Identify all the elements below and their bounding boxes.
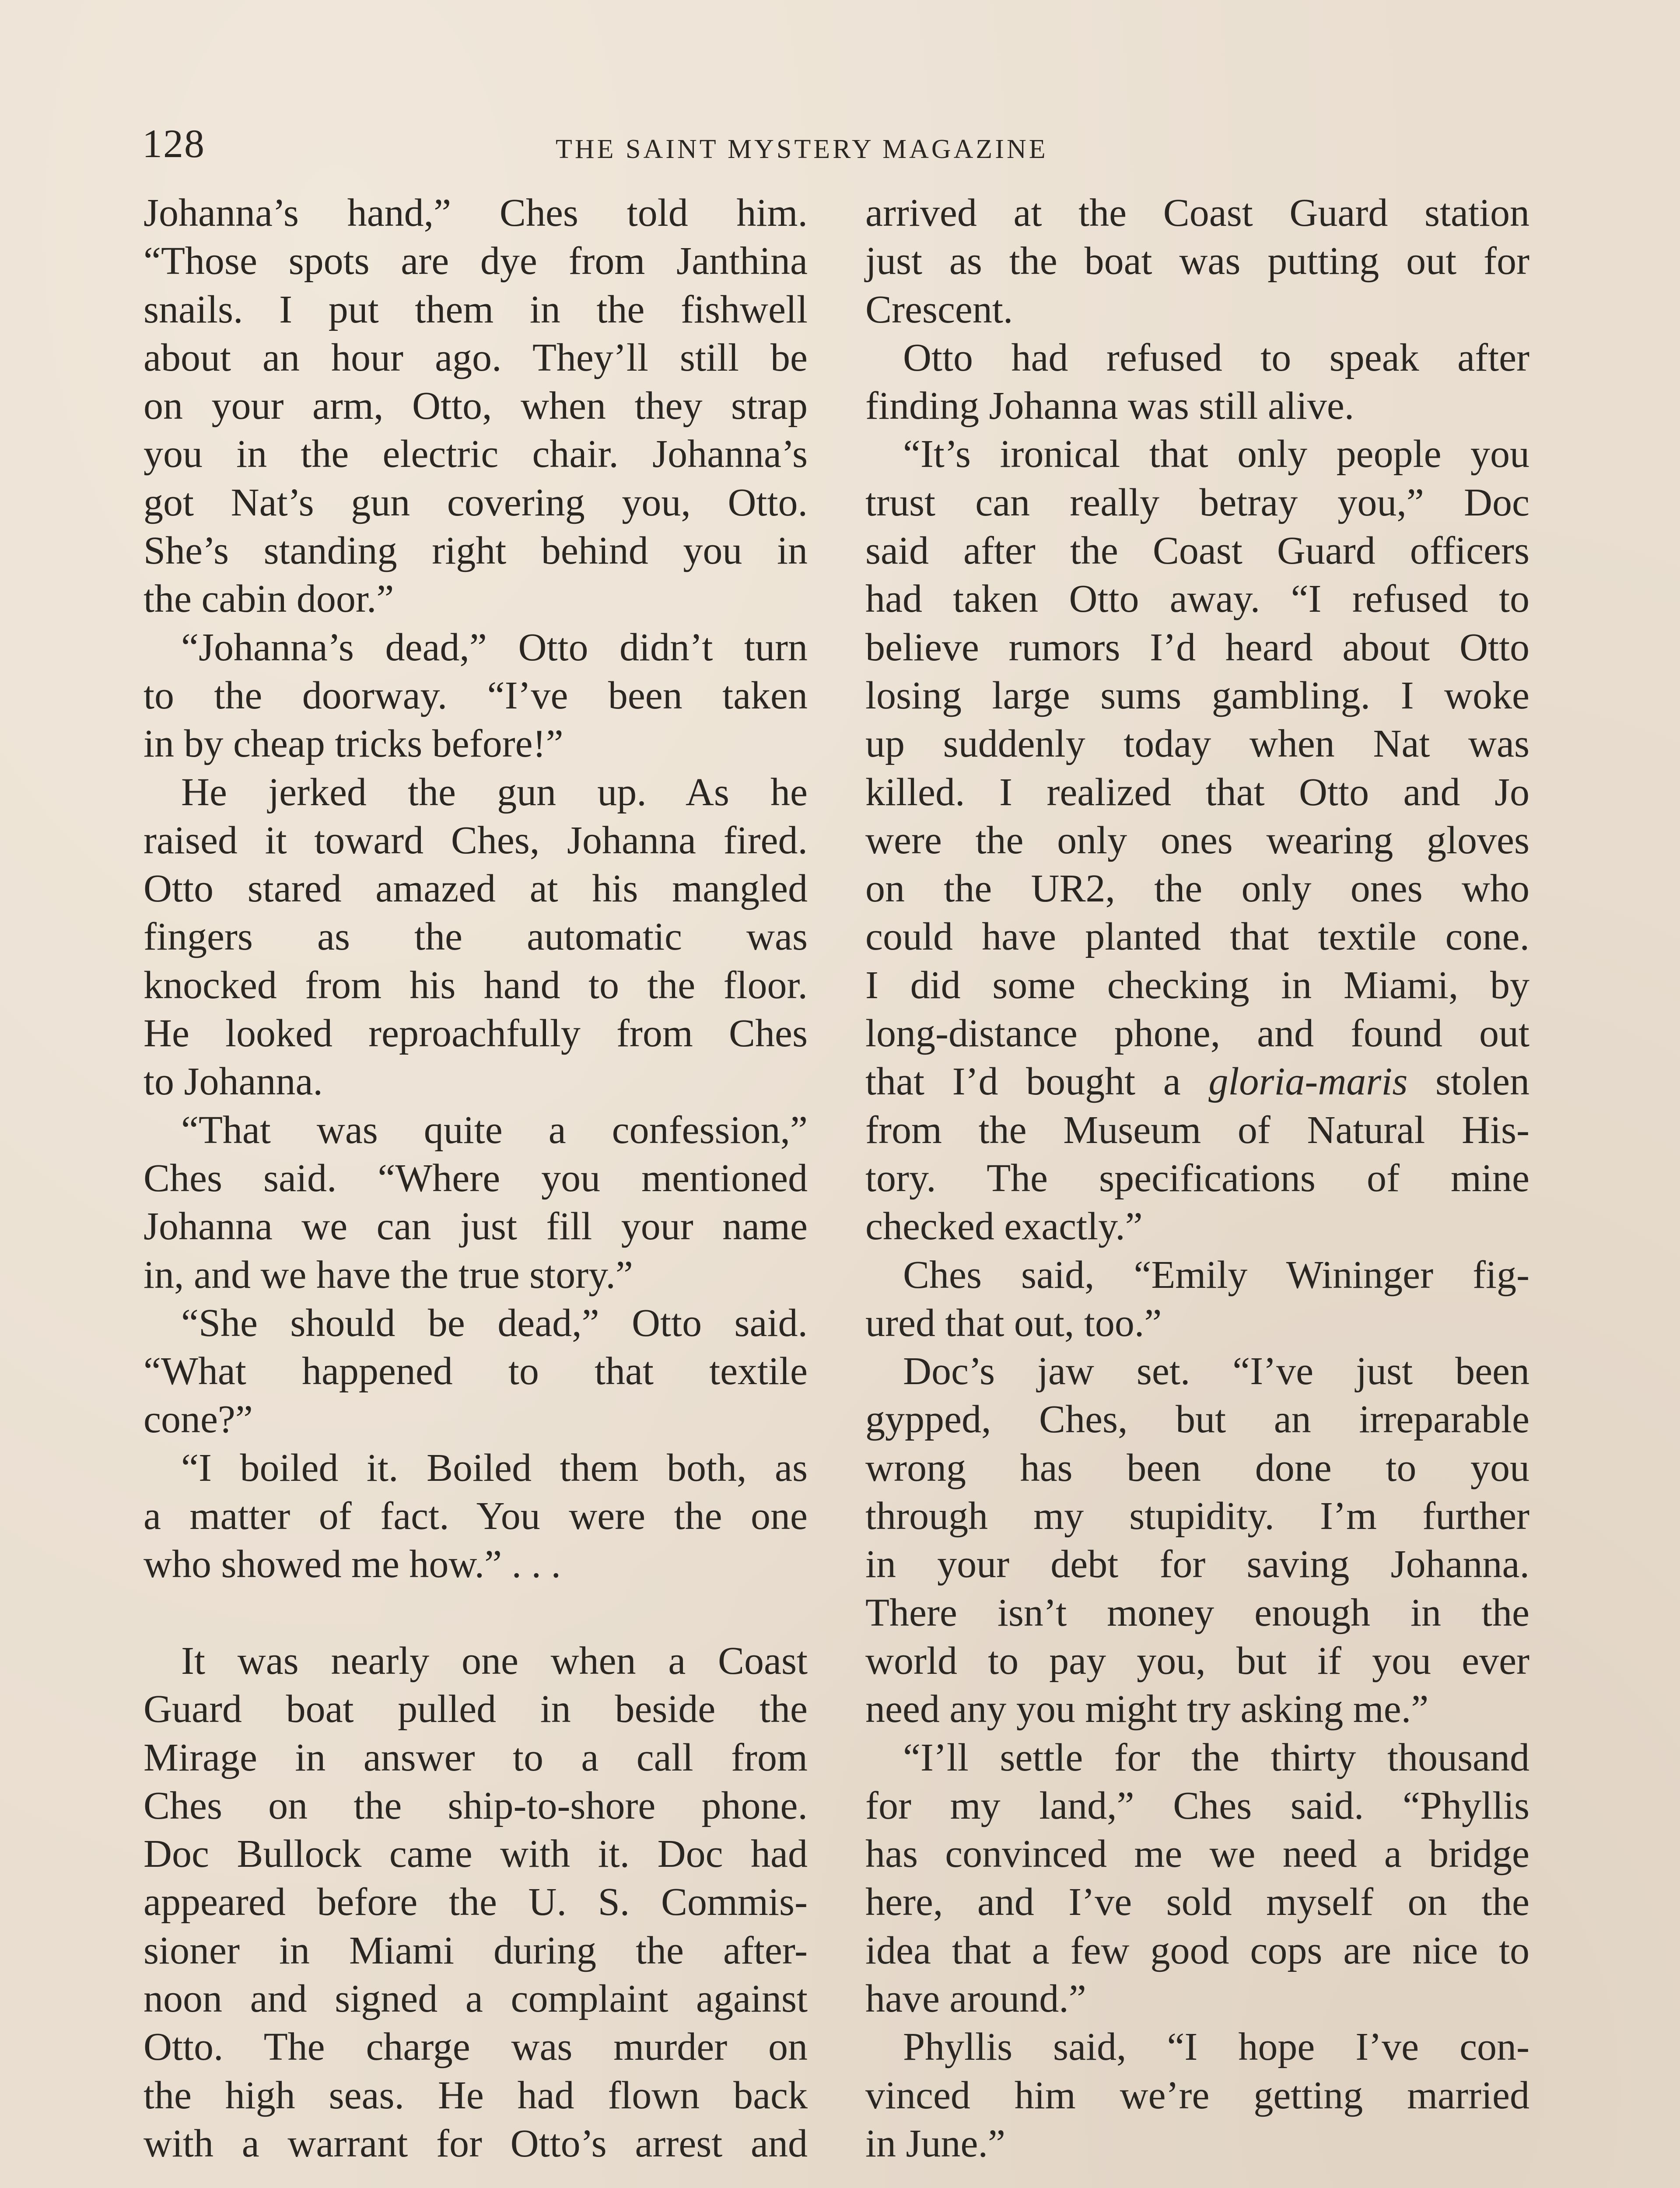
text-line: snails. I put them in the fishwell — [144, 288, 808, 331]
text-line: up suddenly today when Nat was — [865, 722, 1530, 766]
text-line: knocked from his hand to the floor. — [144, 963, 808, 1007]
text-line: have around.” — [865, 1977, 1086, 2020]
text-line — [144, 1589, 808, 1637]
text-line: believe rumors I’d heard about Otto — [865, 625, 1530, 669]
text-line: trust can really betray you,” Doc — [865, 480, 1530, 524]
text-line: Ches said. “Where you mentioned — [144, 1156, 808, 1200]
text-line: raised it toward Ches, Johanna fired. — [144, 818, 808, 862]
text-line: need any you might try asking me.” — [865, 1687, 1429, 1731]
text-line: long-distance phone, and found out — [865, 1012, 1530, 1055]
text-line: Ches said, “Emily Wininger fig- — [903, 1253, 1530, 1297]
text-line: to the doorway. “I’ve been taken — [144, 673, 808, 717]
text-line: gypped, Ches, but an irreparable — [865, 1398, 1530, 1441]
text-line: finding Johanna was still alive. — [865, 384, 1354, 428]
text-line: “That was quite a confession,” — [181, 1108, 808, 1152]
text-line: had taken Otto away. “I refused to — [865, 577, 1530, 621]
text-line: idea that a few good cops are nice to — [865, 1929, 1530, 1972]
text-line: “I’ll settle for the thirty thousand — [903, 1736, 1530, 1779]
text-line: sioner in Miami during the after- — [144, 1929, 808, 1972]
text-line: wrong has been done to you — [865, 1446, 1530, 1490]
text-line: Crescent. — [865, 288, 1013, 331]
text-line: appeared before the U. S. Commis- — [144, 1880, 808, 1924]
text-line: could have planted that textile cone. — [865, 915, 1530, 959]
text-line: checked exactly.” — [865, 1205, 1143, 1248]
text-line: killed. I realized that Otto and Jo — [865, 770, 1530, 814]
text-line: “I boiled it. Boiled them both, as — [181, 1446, 808, 1490]
text-line: the cabin door.” — [144, 577, 394, 621]
text-line: world to pay you, but if you ever — [865, 1639, 1530, 1683]
text-line: Johanna we can just fill your name — [144, 1205, 808, 1248]
text-line: Mirage in answer to a call from — [144, 1736, 808, 1779]
text-line: Doc Bullock came with it. Doc had — [144, 1832, 808, 1876]
text-line: fingers as the automatic was — [144, 915, 808, 959]
text-line: It was nearly one when a Coast — [181, 1639, 808, 1683]
text-line: got Nat’s gun covering you, Otto. — [144, 480, 808, 524]
text-line: that I’d bought a gloria-maris stolen — [865, 1060, 1530, 1104]
text-line: the high seas. He had flown back — [144, 2073, 808, 2117]
text-line: with a warrant for Otto’s arrest and — [144, 2121, 808, 2165]
text-line: I did some checking in Miami, by — [865, 963, 1530, 1007]
text-line: Doc’s jaw set. “I’ve just been — [903, 1350, 1530, 1393]
text-line: through my stupidity. I’m further — [865, 1494, 1530, 1538]
text-line: about an hour ago. They’ll still be — [144, 336, 808, 379]
text-line: just as the boat was putting out for — [865, 239, 1530, 283]
running-title: THE SAINT MYSTERY MAGAZINE — [556, 134, 1048, 164]
text-line: here, and I’ve sold myself on the — [865, 1880, 1530, 1924]
text-line: a matter of fact. You were the one — [144, 1494, 808, 1538]
text-line: “She should be dead,” Otto said. — [181, 1301, 808, 1345]
text-line: tory. The specifications of mine — [865, 1156, 1530, 1200]
right-text-column — [865, 189, 1530, 2168]
text-line: to Johanna. — [144, 1060, 323, 1104]
text-line: Johanna’s hand,” Ches told him. — [144, 191, 808, 235]
text-line: She’s standing right behind you in — [144, 529, 808, 573]
text-line: He jerked the gun up. As he — [181, 770, 808, 814]
text-line: in your debt for saving Johanna. — [865, 1543, 1530, 1586]
text-line: He looked reproachfully from Ches — [144, 1012, 808, 1055]
text-line: for my land,” Ches said. “Phyllis — [865, 1784, 1530, 1827]
text-line: “Those spots are dye from Janthina — [144, 239, 808, 283]
text-line: Otto. The charge was murder on — [144, 2025, 808, 2069]
text-line: losing large sums gambling. I woke — [865, 673, 1530, 717]
text-line: arrived at the Coast Guard station — [865, 191, 1530, 235]
text-line: Ches on the ship-to-shore phone. — [144, 1784, 808, 1827]
text-line: ured that out, too.” — [865, 1301, 1162, 1345]
text-line: in, and we have the true story.” — [144, 1253, 633, 1297]
text-line: Phyllis said, “I hope I’ve con- — [903, 2025, 1530, 2069]
text-line: Guard boat pulled in beside the — [144, 1687, 808, 1731]
left-text-column — [144, 189, 808, 2168]
text-line: noon and signed a complaint against — [144, 1977, 808, 2020]
page-number: 128 — [142, 121, 205, 166]
text-line: said after the Coast Guard officers — [865, 529, 1530, 573]
text-line: has convinced me we need a bridge — [865, 1832, 1530, 1876]
text-line: “What happened to that textile — [144, 1350, 808, 1393]
text-line: you in the electric chair. Johanna’s — [144, 432, 808, 476]
text-line: vinced him we’re getting married — [865, 2073, 1530, 2117]
text-line: cone?” — [144, 1398, 253, 1441]
text-line: There isn’t money enough in the — [865, 1591, 1530, 1634]
text-line: “It’s ironical that only people you — [903, 432, 1530, 476]
text-line: were the only ones wearing gloves — [865, 818, 1530, 862]
text-line: on the UR2, the only ones who — [865, 867, 1530, 911]
text-line: on your arm, Otto, when they strap — [144, 384, 808, 428]
text-line: from the Museum of Natural His- — [865, 1108, 1530, 1152]
text-line: Otto stared amazed at his mangled — [144, 867, 808, 911]
text-line: Otto had refused to speak after — [903, 336, 1530, 379]
text-line: “Johanna’s dead,” Otto didn’t turn — [181, 625, 808, 669]
text-line: in by cheap tricks before!” — [144, 722, 564, 766]
text-line: in June.” — [865, 2121, 1005, 2165]
text-line: who showed me how.” . . . — [144, 1543, 561, 1586]
